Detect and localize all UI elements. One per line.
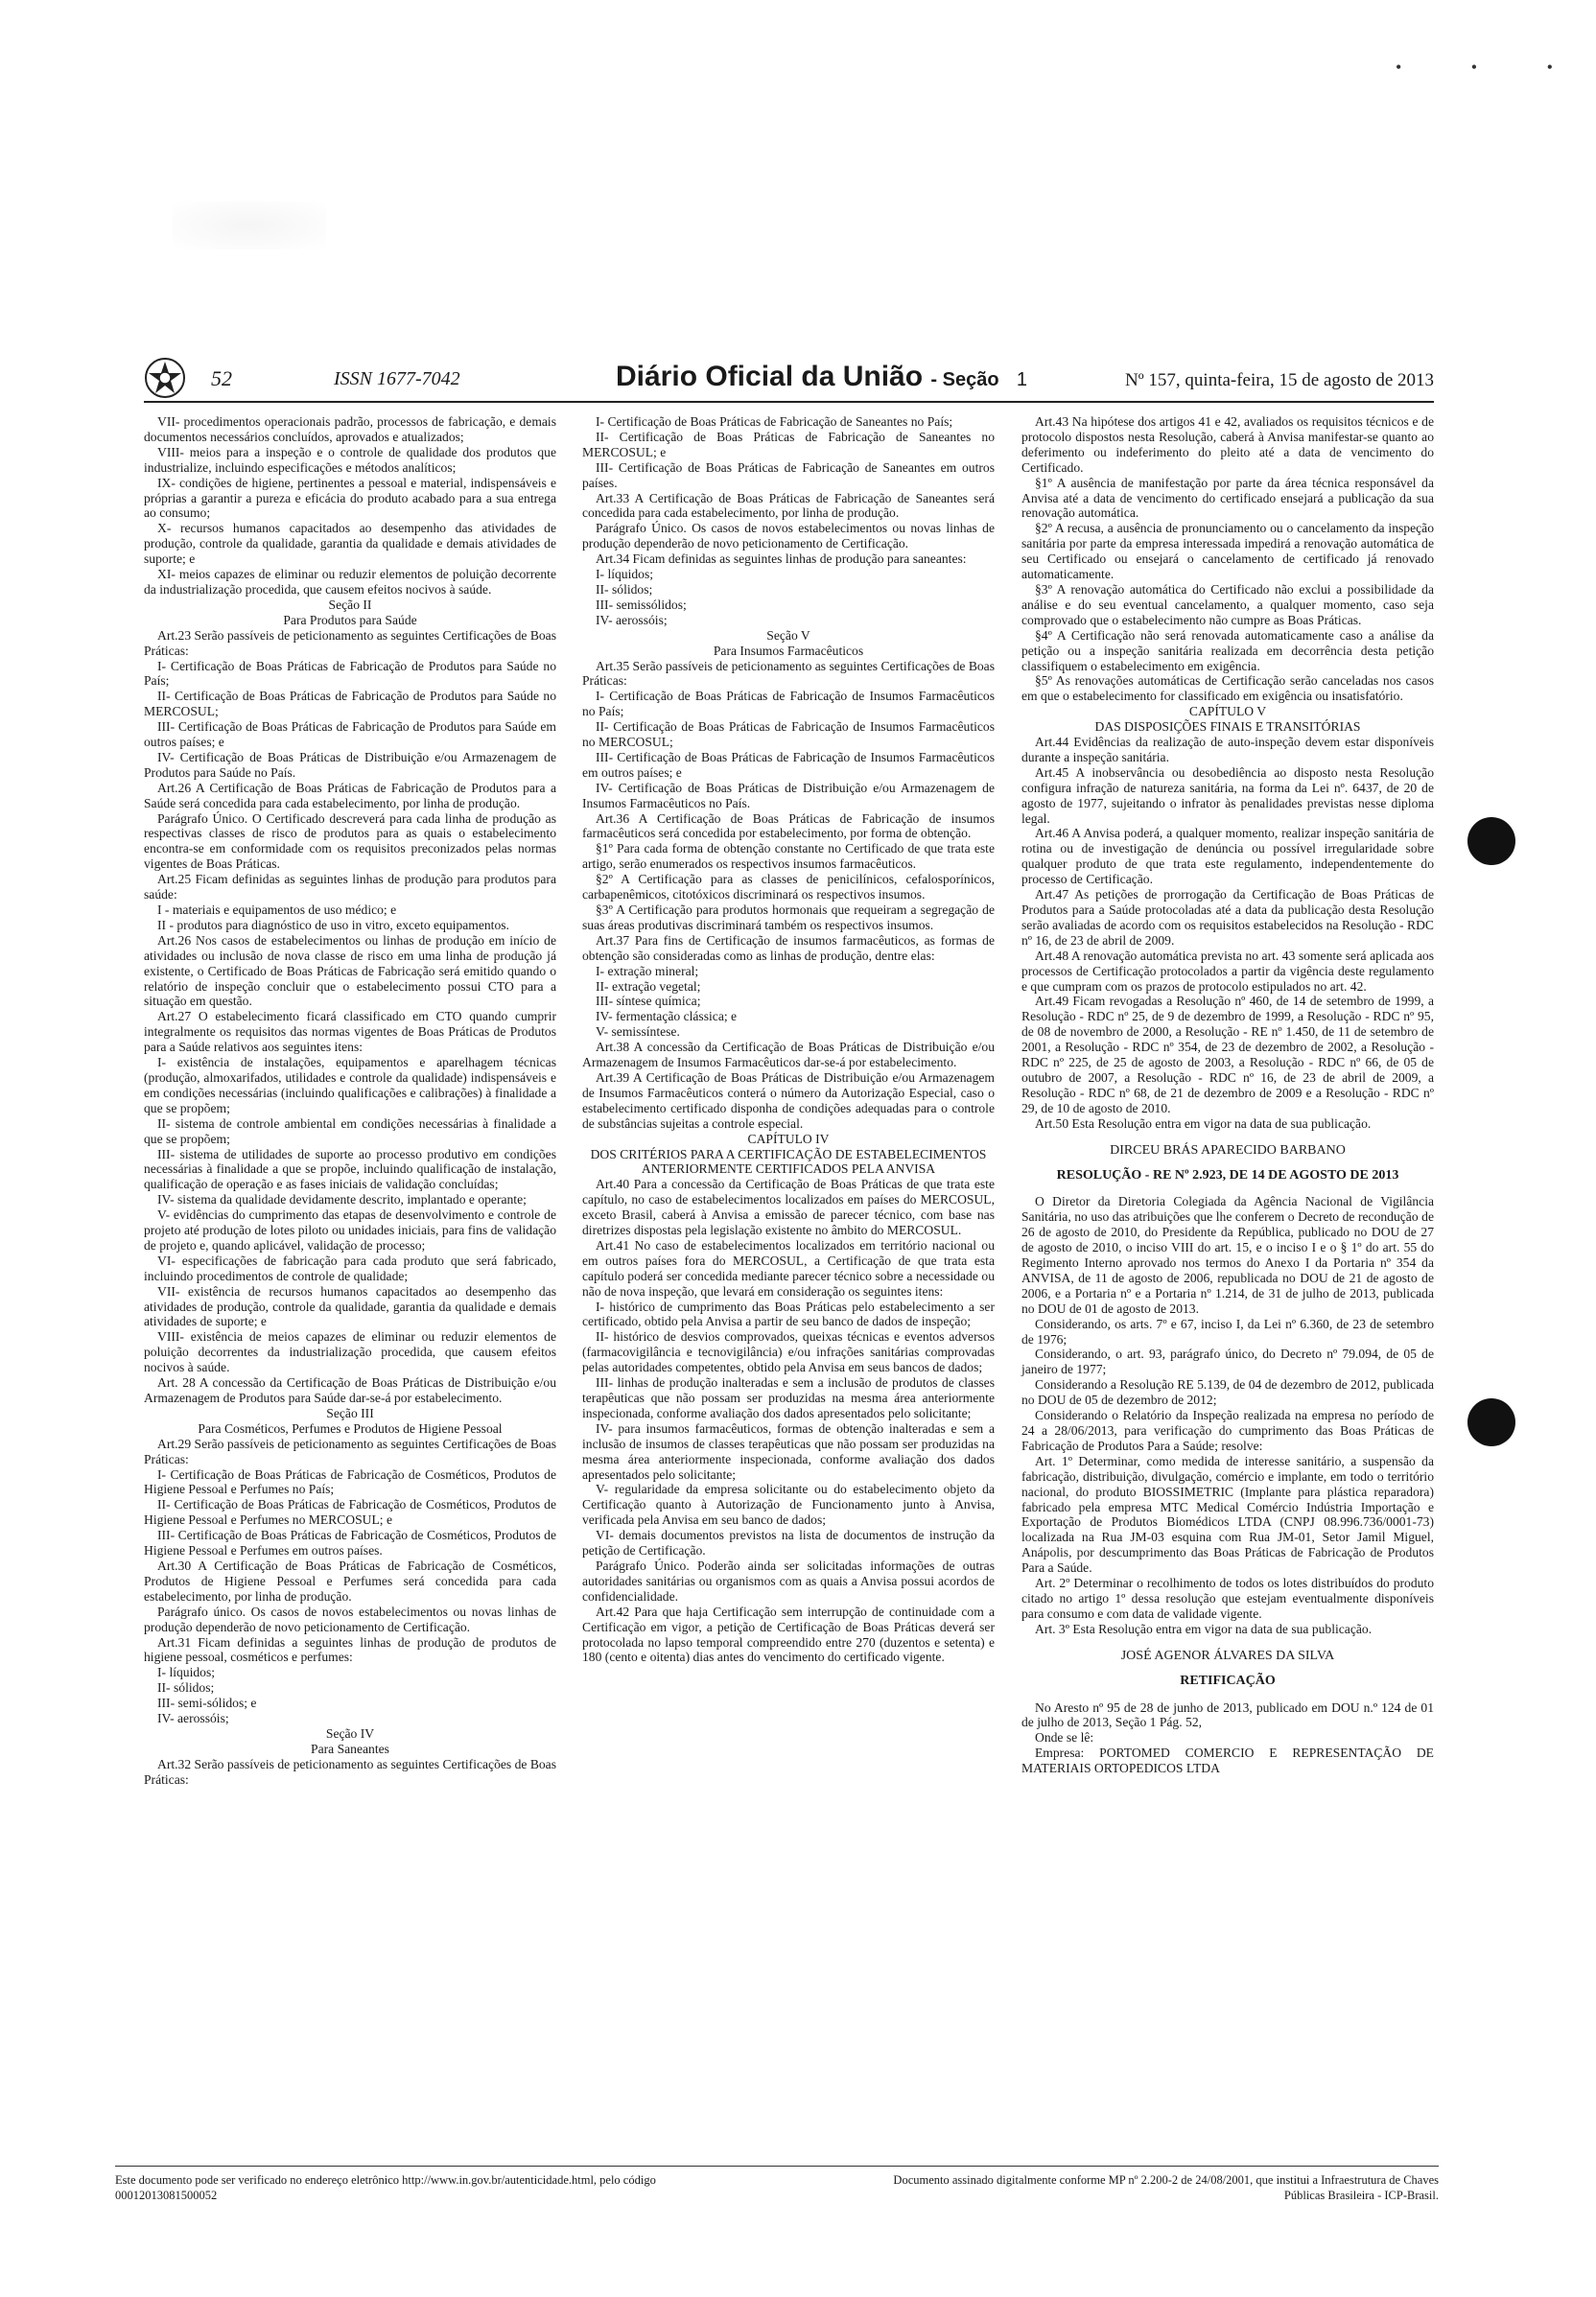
page-header (144, 357, 1434, 401)
paragraph: Art.35 Serão passíveis de peticionamento as seguintes Certificações de Boas Práticas: (582, 658, 996, 689)
paragraph: Art.33 A Certificação de Boas Práticas de Fabricação de Saneantes será concedida para cada estabelecimento, por linha de produção. (582, 490, 995, 521)
paragraph: §3º A renovação automática do Certificado não exclui a possibilidade da análise e do seu eventual cancelamento, a qualquer momento, caso seja comprovado que o estabelecimento não cumpre as Boas Práticas. (1021, 581, 1434, 627)
paragraph: I- Certificação de Boas Práticas de Fabricação de Saneantes no País; (596, 414, 953, 429)
section-heading: Para Insumos Farmacêuticos (713, 643, 864, 658)
paragraph: II- Certificação de Boas Práticas de Fabricação de Cosméticos, Produtos de Higiene Pessoal e Perfumes no MERCOSUL; e (144, 1497, 556, 1528)
paragraph: Art.27 O estabelecimento ficará classificado em CTO quando cumprir integralmente os requisitos das normas vigentes de Boas Práticas de Produtos para a Saúde relativos aos seguintes itens: (144, 1009, 556, 1055)
paragraph: I- existência de instalações, equipamentos e aparelhagem técnicas (produção, almoxarifados, utilidades e controle da qualidade) indispensáveis e em condições necessárias (incluindo qualificações e calibrações) à finalidade a que se propõem; (144, 1055, 556, 1115)
paragraph: III- linhas de produção inalteradas e sem a inclusão de produtos de classes terapêuticas que não possam ser produzidas na mesma área anteriormente inspecionada, conforme avaliação dos dados apresentados pelo solicitante; (582, 1375, 995, 1420)
digital-signature-note: Documento assinado digitalmente conforme MP nº 2.200-2 de 24/08/2001, que institui a Infraestrutura de Chaves Públicas Brasileira - ICP-Brasil. (893, 2173, 1439, 2202)
paragraph: IV- Certificação de Boas Práticas de Distribuição e/ou Armazenagem de Insumos Farmacêuticos no País. (582, 780, 995, 810)
paragraph: IV- Certificação de Boas Práticas de Distribuição e/ou Armazenagem de Produtos para Saúde no País. (144, 749, 556, 780)
punch-hole (1467, 1398, 1515, 1446)
paragraph: V- evidências do cumprimento das etapas de desenvolvimento e controle de projeto até produção de lotes piloto ou unidades iniciais, para fins de validação de projeto e, quando aplicável, validação de processo; (144, 1207, 556, 1253)
paragraph: II- Certificação de Boas Práticas de Fabricação de Saneantes no MERCOSUL; e (582, 429, 995, 459)
paragraph: §1º Para cada forma de obtenção constante no Certificado de que trata este artigo, serão enumerados os respectivos insumos farmacêuticos. (582, 841, 995, 872)
paragraph: IX- condições de higiene, pertinentes a pessoal e material, indispensáveis e próprias a garantir a pureza e eficácia do produto acabado para a sua entrega ao consumo; (144, 475, 556, 521)
paragraph: O Diretor da Diretoria Colegiada da Agência Nacional de Vigilância Sanitária, no uso das atribuições que lhe conferem o Decreto de recondução de 26 de agosto de 2010, do Presidente da República, publicado no DOU de 27 de agosto de 2010, o inciso VIII do art. 15, e o inciso I e o § 1º do art. 55 do Regimento Interno aprovado nos termos do Anexo I da Portaria nº 354 da ANVISA, de 11 de agosto de 2006, republicada no DOU de 21 de agosto de 2006, e a Portaria nº e a Portaria nº 1.214, de 31 de julho de 2013, publicada no DOU de 01 de agosto de 2013. (1021, 1194, 1434, 1316)
scan-marks: • • • (1396, 58, 1585, 77)
section-heading: Para Cosméticos, Perfumes e Produtos de Higiene Pessoal (198, 1420, 503, 1436)
issue-info: Nº 157, quinta-feira, 15 de agosto de 2013 (1125, 370, 1434, 390)
paragraph: Art.39 A Certificação de Boas Práticas de Distribuição e/ou Armazenagem de Insumos Farmacêuticos conterá o número da Autorização Especial, caso o estabelecimento certificado disponha de condições adequadas para o controle de substâncias sujeitas a controle especial. (582, 1069, 995, 1131)
paragraph: I- líquidos; (157, 1665, 216, 1680)
paragraph: §2º A Certificação para as classes de penicilínicos, cefalosporínicos, carbapenêmicos, citotóxicos discriminará os respectivos insumos. (582, 872, 995, 902)
paragraph: Parágrafo único. Os casos de novos estabelecimentos ou novas linhas de produção dependerão de novo peticionamento de Certificação. (144, 1604, 556, 1634)
paragraph: I- histórico de cumprimento das Boas Práticas pelo estabelecimento a ser certificado, obtido pela Anvisa a partir de seu banco de dados de inspeção; (582, 1299, 995, 1329)
paragraph: §1º A ausência de manifestação por parte da área técnica responsável da Anvisa até a data de vencimento do certificado ensejará a publicação da sua renovação automática. (1021, 475, 1434, 521)
paragraph: I- Certificação de Boas Práticas de Fabricação de Cosméticos, Produtos de Higiene Pessoal e Perfumes no País; (144, 1466, 556, 1497)
paragraph: §4º A Certificação não será renovada automaticamente caso a análise da petição ou a inspeção sanitária realizada em decorrência desta petição classifiquem o estabelecimento em exigência. (1021, 627, 1434, 673)
paragraph: §5º As renovações automáticas de Certificação serão canceladas nos casos em que o estabelecimento for classificado em exigência ou insatisfatório. (1021, 673, 1434, 704)
paragraph: V- regularidade da empresa solicitante ou do estabelecimento objeto da Certificação quanto à Autorização de Funcionamento junto à Anvisa, verificada pela Anvisa em seu banco de dados; (582, 1482, 995, 1528)
paragraph: IV- fermentação clássica; e (596, 1009, 738, 1024)
section-heading: Para Produtos para Saúde (283, 612, 417, 627)
paragraph: III- Certificação de Boas Práticas de Fabricação de Insumos Farmacêuticos em outros países; e (582, 749, 995, 780)
paragraph: I- líquidos; (596, 567, 654, 582)
paragraph: Art.50 Esta Resolução entra em vigor na data de sua publicação. (1035, 1115, 1372, 1131)
paragraph: Art.45 A inobservância ou desobediência ao disposto nesta Resolução configura infração de natureza sanitária, na forma da Lei nº. 6437, de 20 de agosto de 1977, sujeitando o infrator às penalidades previstas nesse diploma legal. (1021, 764, 1434, 826)
paragraph: IV- sistema da qualidade devidamente descrito, implantado e operante; (157, 1192, 527, 1207)
header-rule (144, 401, 1434, 403)
paragraph: Art. 1º Determinar, como medida de interesse sanitário, a suspensão da fabricação, distribuição, divulgação, comércio e implante, em todo o território nacional, do produto BIOSSIMETRIC (Implante para plástica reparadora) fabricado pela empresa MTC Medical Comércio Indústria Importação e Exportação de Produtos Biomédicos LTDA (CNPJ 08.996.736/0001-73) localizada na Rua JM-03 esquina com Rua JM-01, Setor Jamil Miguel, Anápolis, por descumprimento das Boas Práticas de Fabricação de Produtos Para a Saúde. (1021, 1453, 1434, 1576)
paragraph: I- Certificação de Boas Práticas de Fabricação de Produtos para Saúde no País; (144, 658, 556, 689)
verification-note: Este documento pode ser verificado no endereço eletrônico http://www.in.gov.br/autenticidade.html, pelo código 00012013081500052 (115, 2173, 656, 2202)
act-title: RETIFICAÇÃO (1180, 1673, 1276, 1688)
paragraph: §2º A recusa, a ausência de pronunciamento ou o cancelamento da inspeção sanitária por parte da empresa interessada impedirá a renovação automática de seu Certificado ou ensejará o cancelamento de certificado já renovado automaticamente. (1021, 521, 1434, 582)
paragraph: III- sistema de utilidades de suporte ao processo produtivo em condições necessárias à finalidade a que se propõe, incluindo qualificação de instalação, qualificação de operação e as fases iniciais de validação concluídas; (144, 1146, 556, 1192)
coat-of-arms-icon (144, 357, 186, 399)
publication-title (616, 361, 1027, 393)
paragraph: X- recursos humanos capacitados ao desempenho das atividades de produção, controle da qualidade, garantia da qualidade e demais atividades de suporte; e (144, 521, 556, 567)
section-heading: Seção II (328, 597, 372, 612)
paragraph: §3º A Certificação para produtos hormonais que requeiram a segregação de suas áreas produtivas discriminará também os respectivos insumos. (582, 902, 995, 932)
signature: DIRCEU BRÁS APARECIDO BARBANO (1110, 1142, 1346, 1158)
paragraph: Considerando o Relatório da Inspeção realizada na empresa no período de 24 a 28/06/2013, para verificação do cumprimento das Boas Práticas de Fabricação de Produtos Para a Saúde; resolve: (1021, 1408, 1434, 1453)
paragraph: Art. 2º Determinar o recolhimento de todos os lotes distribuídos do produto citado no artigo 1º dessa resolução que estejam eventualmente disponíveis para consumo e com data de validade vigente. (1021, 1576, 1434, 1621)
paragraph: Art. 28 A concessão da Certificação de Boas Práticas de Distribuição e/ou Armazenagem de Produtos para Saúde dar-se-á por estabelecimento. (144, 1375, 556, 1405)
paragraph: VI- demais documentos previstos na lista de documentos de instrução da petição de Certificação. (582, 1528, 995, 1559)
punch-hole (1467, 817, 1515, 865)
paragraph: Art. 3º Esta Resolução entra em vigor na data de sua publicação. (1035, 1621, 1373, 1636)
column-3 (1021, 414, 1434, 1776)
paragraph: Considerando, os arts. 7º e 67, inciso I, da Lei nº 6.360, de 23 de setembro de 1976; (1021, 1316, 1434, 1347)
paragraph: Art.41 No caso de estabelecimentos localizados em território nacional ou em outros países fora do MERCOSUL, a Certificação de que trata esta capítulo poderá ser concedida mediante parecer técnico sobre a necessidade ou não de nova inspeção, que levará em consideração os seguintes itens: (582, 1237, 995, 1299)
paragraph: Art.44 Evidências da realização de auto-inspeção devem estar disponíveis durante a inspeção sanitária. (1021, 735, 1434, 764)
paragraph: Art.38 A concessão da Certificação de Boas Práticas de Distribuição e/ou Armazenagem de Insumos Farmacêuticos dar-se-á por estabelecimento. (582, 1040, 995, 1070)
section-heading: Seção IV (325, 1725, 375, 1741)
paragraph: Parágrafo Único. Poderão ainda ser solicitadas informações de outras autoridades sanitárias ou organismos com as quais a Anvisa possui acordos de confidencialidade. (582, 1558, 995, 1604)
paragraph: Art.47 As petições de prorrogação da Certificação de Boas Práticas de Produtos para a Saúde protocoladas até a data da publicação desta Resolução serão avaliadas de acordo com os requisitos estabelecidos na Resolução - RDC nº 16, de 23 de abril de 2009. (1021, 887, 1434, 948)
paragraph: IV- para insumos farmacêuticos, formas de obtenção inalteradas e sem a inclusão de insumos de classes terapêuticas que não possam ser produzidas na mesma área anteriormente inspecionada, conforme avaliação dos dados apresentados pelo solicitante; (582, 1420, 995, 1482)
section-heading: CAPÍTULO IV (747, 1131, 830, 1146)
column-1 (144, 414, 556, 1788)
column-2 (582, 414, 995, 1665)
paragraph: Art.48 A renovação automática prevista no art. 43 somente será aplicada aos processos de Certificação protocolados a partir da vigência deste regulamento e que cumpram com os prazos de protocolo estipulados no art. 42. (1021, 948, 1434, 994)
body-columns (144, 414, 1434, 2141)
paragraph: Art.37 Para fins de Certificação de insumos farmacêuticos, as formas de obtenção são consideradas como as linhas de produção, dentre elas: (582, 932, 995, 963)
paragraph: I - materiais e equipamentos de uso médico; e (157, 902, 397, 917)
section-heading: DAS DISPOSIÇÕES FINAIS E TRANSITÓRIAS (1094, 719, 1361, 735)
paragraph: Art.43 Na hipótese dos artigos 41 e 42, avaliados os requisitos técnicos e de protocolo dispostos nesta Resolução, caberá à Anvisa manifestar-se quanto ao deferimento ou indeferimento do pleito até a data de vencimento do Certificado. (1021, 414, 1434, 475)
paragraph: I- extração mineral; (596, 963, 699, 978)
paragraph: III- semissólidos; (596, 597, 687, 612)
section-heading: CAPÍTULO V (1188, 704, 1267, 719)
page-number: 52 (211, 366, 232, 390)
paragraph: III- Certificação de Boas Práticas de Fabricação de Cosméticos, Produtos de Higiene Pessoal e Perfumes em outros países. (144, 1528, 556, 1559)
paragraph: III- Certificação de Boas Práticas de Fabricação de Saneantes em outros países. (582, 459, 995, 490)
paragraph: Parágrafo Único. O Certificado descreverá para cada linha de produção as respectivas classes de risco de produtos para as quais o estabelecimento encontra-se em conformidade com os requisitos preconizados pelas normas vigentes de Boas Práticas. (144, 810, 556, 872)
paragraph: VII- existência de recursos humanos capacitados ao desempenho das atividades de produção, controle da qualidade, garantia da qualidade e demais atividades de suporte; e (144, 1283, 556, 1329)
paragraph: II- sistema de controle ambiental em condições necessárias à finalidade a que se propõem; (144, 1115, 556, 1146)
paragraph: Parágrafo Único. Os casos de novos estabelecimentos ou novas linhas de produção dependerão de novo peticionamento de Certificação. (582, 521, 995, 551)
title-text: Diário Oficial da União (616, 361, 924, 392)
paragraph: VI- especificações de fabricação para cada produto que será fabricado, incluindo procedimentos de controle de qualidade; (144, 1253, 556, 1283)
paragraph: Considerando, o art. 93, parágrafo único, do Decreto nº 79.094, de 05 de janeiro de 1977; (1021, 1347, 1434, 1377)
paragraph: Art.32 Serão passíveis de peticionamento as seguintes Certificações de Boas Práticas: (144, 1756, 557, 1787)
section-heading: Seção V (766, 627, 810, 643)
paragraph: No Aresto nº 95 de 28 de junho de 2013, publicado em DOU n.º 124 de 01 de julho de 2013, Seção 1 Pág. 52, (1021, 1699, 1434, 1730)
paragraph: II- Certificação de Boas Práticas de Fabricação de Produtos para Saúde no MERCOSUL; (144, 689, 556, 719)
paragraph: Onde se lê: (1035, 1730, 1094, 1746)
paragraph: Art.46 A Anvisa poderá, a qualquer momento, realizar inspeção sanitária de rotina ou de investigação de denúncia ou possível irregularidade sobre qualquer produto de que trata este regulamento, independentemente do processo de Certificação. (1021, 826, 1434, 887)
paragraph: II- histórico de desvios comprovados, queixas técnicas e eventos adversos (farmacovigilância e tecnovigilância) e/ou infrações sanitárias comprovadas pelas autoridades competentes, obtido pela Anvisa em seus bancos de dados; (582, 1329, 995, 1375)
paragraph: IV- aerossóis; (596, 612, 668, 627)
section-heading: Para Saneantes (311, 1741, 389, 1756)
paragraph: III- Certificação de Boas Práticas de Fabricação de Produtos para Saúde em outros países; e (144, 719, 556, 750)
paragraph: VIII- existência de meios capazes de eliminar ou reduzir elementos de poluição decorrentes da industrialização procedida, que causem efeitos nocivos à saúde. (144, 1329, 556, 1375)
paragraph: Art.26 Nos casos de estabelecimentos ou linhas de produção em início de atividades ou inclusão de nova classe de risco em uma linha de produção já existente, o Certificado de Boas Práticas de Fabricação será emitido quando o relatório de inspeção concluir que o estabelecimento possui CTO para a situação em questão. (144, 932, 556, 1009)
section-heading: Seção III (326, 1405, 374, 1420)
section-label: - Seção (930, 369, 999, 390)
section-heading: DOS CRITÉRIOS PARA A CERTIFICAÇÃO DE ESTABELECIMENTOS ANTERIORMENTE CERTIFICADOS PELA ANVISA (590, 1146, 987, 1177)
issn: ISSN 1677-7042 (334, 368, 460, 389)
paragraph: Art.36 A Certificação de Boas Práticas de Fabricação de insumos farmacêuticos será concedida por estabelecimento, por forma de obtenção. (582, 810, 995, 841)
paragraph: Considerando a Resolução RE 5.139, de 04 de dezembro de 2012, publicada no DOU de 05 de dezembro de 2012; (1021, 1377, 1435, 1408)
paragraph: II- sólidos; (596, 581, 653, 597)
paragraph: II- extração vegetal; (596, 978, 701, 994)
paragraph: VIII- meios para a inspeção e o controle de qualidade dos produtos que industrialize, incluindo especificações e métodos analíticos; (144, 444, 556, 475)
paragraph: Art.29 Serão passíveis de peticionamento as seguintes Certificações de Boas Práticas: (144, 1436, 557, 1466)
page-footer (115, 2166, 1439, 2211)
paragraph: Art.31 Ficam definidas a seguintes linhas de produção de produtos de higiene pessoal, cosméticos e perfumes: (144, 1634, 556, 1665)
section-number: 1 (1016, 369, 1028, 390)
act-title: RESOLUÇÃO - RE Nº 2.923, DE 14 DE AGOSTO DE 2013 (1056, 1167, 1399, 1183)
paragraph: Empresa: PORTOMED COMERCIO E REPRESENTAÇÃO DE MATERIAIS ORTOPEDICOS LTDA (1021, 1746, 1434, 1776)
paragraph: III- síntese química; (596, 994, 701, 1009)
paragraph: Art.34 Ficam definidas as seguintes linhas de produção para saneantes: (596, 551, 967, 567)
paragraph: Art.25 Ficam definidas as seguintes linhas de produção para produtos para saúde: (144, 872, 556, 902)
paragraph: Art.30 A Certificação de Boas Práticas de Fabricação de Cosméticos, Produtos de Higiene Pessoal e Perfumes será concedida para cada estabelecimento, por linha de produção. (144, 1558, 556, 1604)
paragraph: Art.26 A Certificação de Boas Práticas de Fabricação de Produtos para a Saúde será concedida para cada estabelecimento, por linha de produção. (144, 780, 556, 810)
paragraph: II- sólidos; (157, 1680, 215, 1696)
paragraph: XI- meios capazes de eliminar ou reduzir elementos de poluição decorrente da industrialização procedida, que causem efeitos nocivos à saúde. (144, 567, 556, 597)
paragraph: V- semissíntese. (596, 1024, 680, 1040)
paragraph: Art.49 Ficam revogadas a Resolução nº 460, de 14 de setembro de 1999, a Resolução - RDC nº 25, de 9 de dezembro de 1999, a Resolução - RDC nº 95, de 08 de novembro de 2000, a Resolução - RE nº 1.450, de 11 de setembro de 2001, a Resolução - RDC nº 354, de 23 de dezembro de 2002, a Resolução - RDC nº 225, de 25 de agosto de 2003, a Resolução - RDC nº 66, de 05 de outubro de 2007, a Resolução - RDC nº 16, de 23 de abril de 2009, a Resolução - RDC nº 68, de 21 de dezembro de 2009 e a Resolução - RDC nº 29, de 10 de agosto de 2010. (1021, 994, 1434, 1115)
paragraph: II - produtos para diagnóstico de uso in vitro, exceto equipamentos. (157, 917, 509, 932)
paragraph: III- semi-sólidos; e (157, 1696, 257, 1711)
paragraph: IV- aerossóis; (157, 1711, 229, 1726)
signature: JOSÉ AGENOR ÁLVARES DA SILVA (1120, 1648, 1335, 1663)
paragraph: I- Certificação de Boas Práticas de Fabricação de Insumos Farmacêuticos no País; (582, 689, 995, 719)
scan-smudge (173, 201, 326, 249)
paragraph: VII- procedimentos operacionais padrão, processos de fabricação, e demais documentos necessários concluídos, aprovados e atualizados; (144, 414, 556, 444)
paragraph: II- Certificação de Boas Práticas de Fabricação de Insumos Farmacêuticos no MERCOSUL; (582, 719, 995, 750)
paragraph: Art.42 Para que haja Certificação sem interrupção de continuidade com a Certificação em vigor, a petição de Certificação de Boas Práticas deverá ser protocolada no lapso temporal compreendido entre 270 (duzentos e setenta) e 180 (cento e oitenta) dias antes do vencimento do certificado vigente. (582, 1604, 995, 1665)
paragraph: Art.40 Para a concessão da Certificação de Boas Práticas de que trata este capítulo, no caso de estabelecimentos localizados em países do MERCOSUL, exceto Brasil, caberá à Anvisa a emissão de parecer técnico, com base nas diretrizes dispostas pela legislação existente no âmbito do MERCOSUL. (582, 1177, 995, 1238)
paragraph: Art.23 Serão passíveis de peticionamento as seguintes Certificações de Boas Práticas: (144, 627, 557, 658)
